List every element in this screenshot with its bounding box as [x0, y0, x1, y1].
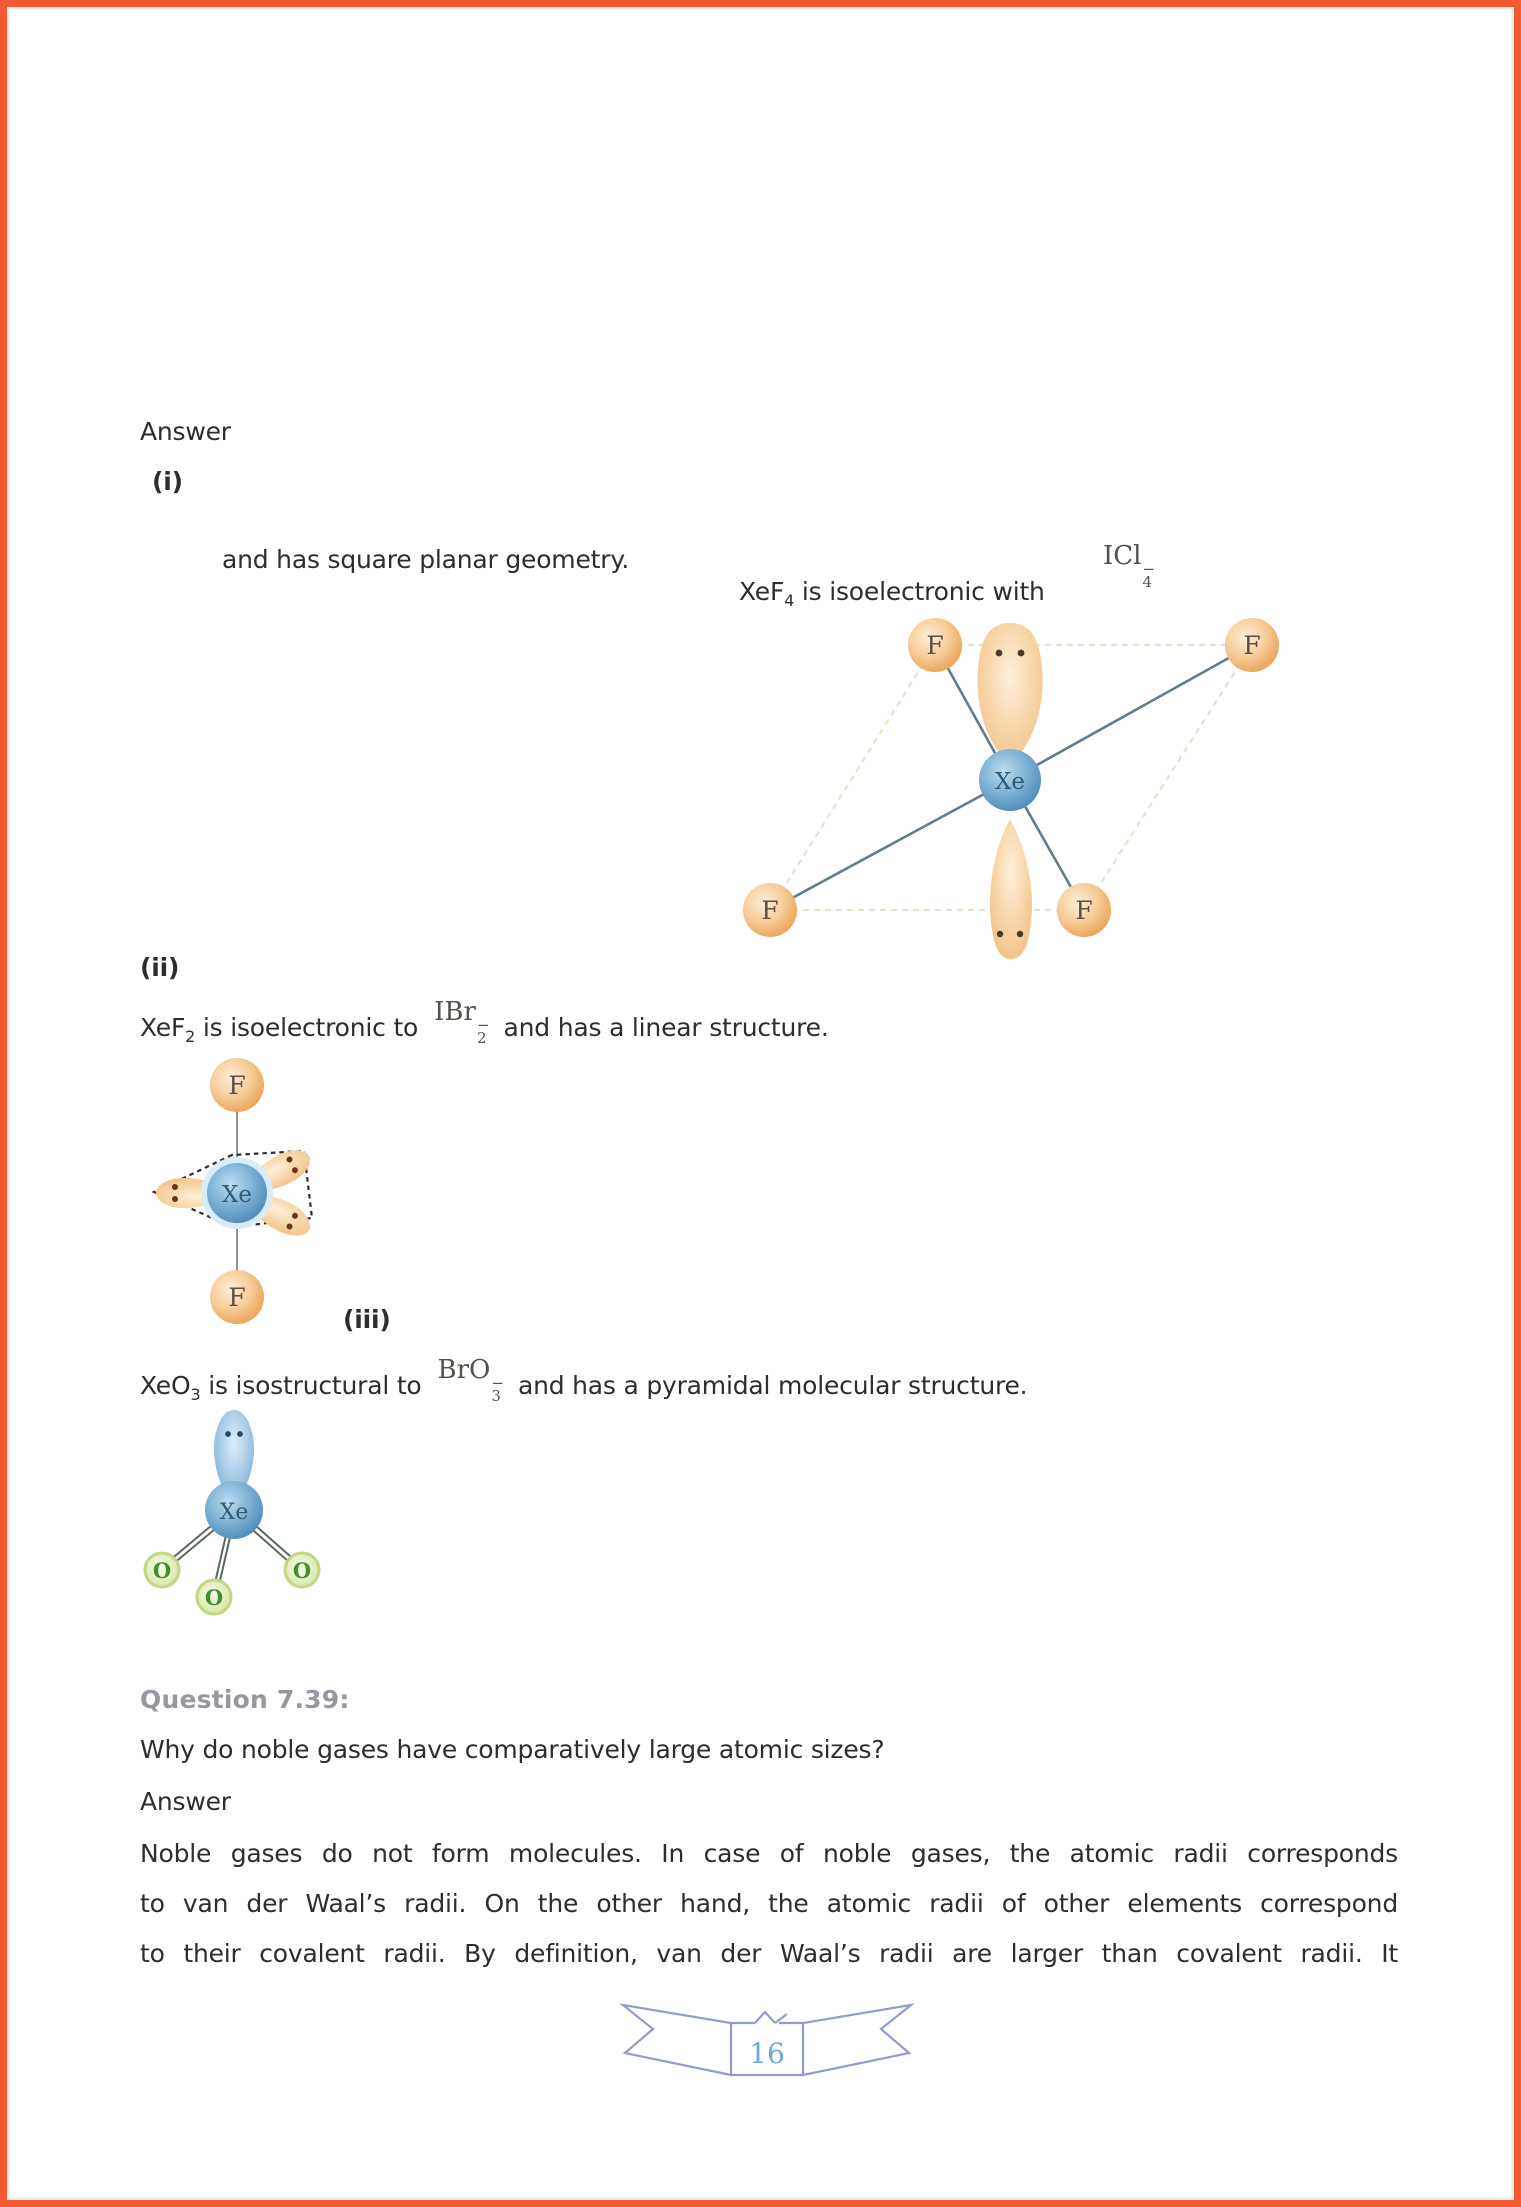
- icl4-formula: ICl − 4: [1103, 541, 1156, 591]
- o-atom-label: O: [292, 1558, 312, 1583]
- lone-pair-bottom: [990, 819, 1032, 959]
- xe-atom-label: Xe: [219, 1500, 249, 1525]
- f-atom-label: F: [1243, 631, 1261, 660]
- xeo3-statement: XeO$_3$ is isostructural to BrO − 3 and has a pyramidal molecular structure.: [140, 1355, 1028, 1405]
- f-atom-label: F: [228, 1283, 246, 1312]
- answer-paragraph-line-3: to their covalent radii. By definition, van der Waal’s radii are larger than covalent radii. It: [140, 1939, 1398, 1968]
- part-ii-label: (ii): [140, 953, 180, 982]
- page-number: 16: [749, 2037, 785, 2070]
- answer-label-2: Answer: [140, 1787, 231, 1816]
- o-atom-label: O: [204, 1585, 224, 1610]
- part-i-geometry-text: and has square planar geometry.: [222, 545, 630, 574]
- answer-paragraph-line-1: Noble gases do not form molecules. In case of noble gases, the atomic radii corresponds: [140, 1839, 1398, 1868]
- xef2-statement: XeF$_2$ is isoelectronic to IBr − 2 and has a linear structure.: [140, 997, 829, 1047]
- f-atom-label: F: [926, 631, 944, 660]
- xe-atom: [201, 1157, 273, 1229]
- answer-label: Answer: [140, 417, 231, 446]
- f-atom-label: F: [1075, 896, 1093, 925]
- o-atom-label: O: [152, 1558, 172, 1583]
- question-text: Why do noble gases have comparatively large atomic sizes?: [140, 1735, 885, 1764]
- o-atoms: [145, 1553, 319, 1614]
- f-atom-label: F: [761, 896, 779, 925]
- lone-pair-top: [977, 623, 1042, 765]
- question-heading: Question 7.39:: [140, 1685, 350, 1714]
- xef4-diagram: [727, 607, 1307, 987]
- ibr2-formula: IBr − 2: [434, 997, 490, 1047]
- answer-paragraph-line-2: to van der Waal’s radii. On the other hand, the atomic radii of other elements correspond: [140, 1889, 1398, 1918]
- xe-atom-label: Xe: [995, 769, 1025, 795]
- xe-atom-label: Xe: [222, 1182, 252, 1208]
- xe-atom: [205, 1481, 263, 1539]
- xef4-statement: XeF$_4$ is isoelectronic with: [739, 577, 1045, 610]
- bro3-formula: BrO − 3: [437, 1355, 504, 1405]
- page-ribbon: [607, 1995, 927, 2083]
- xe-atom: [979, 749, 1041, 811]
- f-atom-label: F: [228, 1071, 246, 1100]
- part-i-label: (i): [152, 467, 183, 496]
- part-iii-label: (iii): [343, 1305, 391, 1334]
- xeo3-diagram: [107, 1405, 357, 1645]
- xef2-diagram: [97, 1055, 387, 1325]
